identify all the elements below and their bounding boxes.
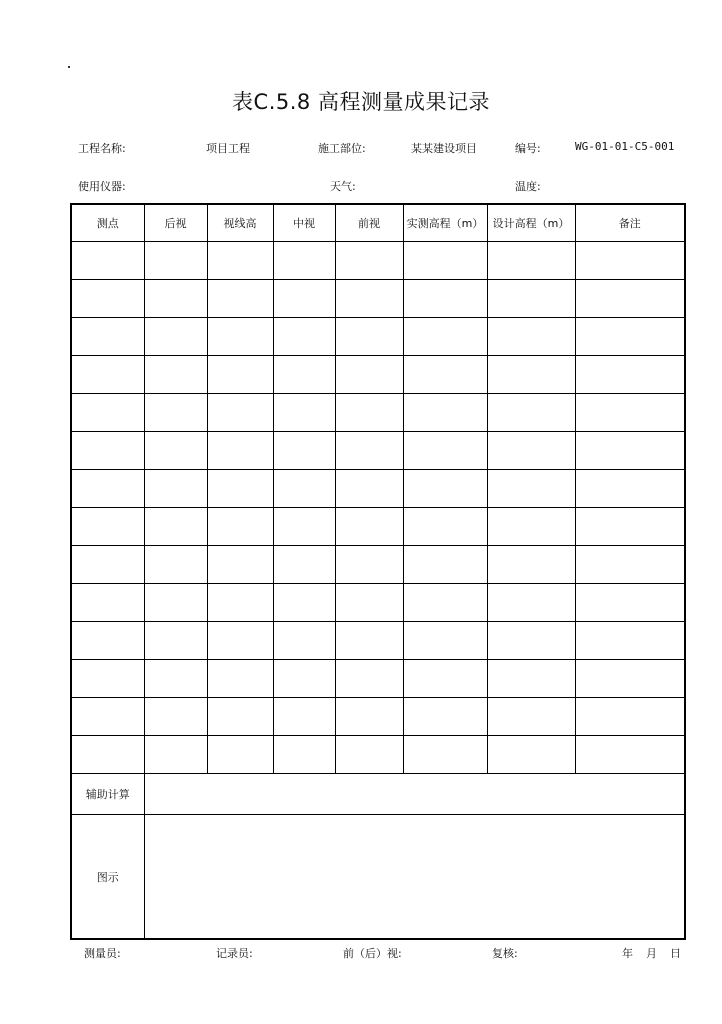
- header-cell: 视线高: [207, 204, 273, 242]
- year-label: 年: [622, 947, 633, 960]
- table-cell[interactable]: [207, 394, 273, 432]
- table-row: [71, 394, 685, 432]
- table-cell[interactable]: [335, 470, 403, 508]
- instrument-label: 使用仪器:: [78, 180, 126, 193]
- table-cell[interactable]: [403, 280, 487, 318]
- table-cell[interactable]: [144, 356, 207, 394]
- day-label: 日: [670, 947, 681, 960]
- table-cell[interactable]: [335, 736, 403, 774]
- table-cell[interactable]: [71, 356, 144, 394]
- survey-record-table: [70, 203, 686, 940]
- table-row: [71, 356, 685, 394]
- table-row: [71, 546, 685, 584]
- table-cell[interactable]: [144, 660, 207, 698]
- table-cell[interactable]: [487, 242, 575, 280]
- table-cell[interactable]: [487, 318, 575, 356]
- table-cell[interactable]: [487, 394, 575, 432]
- table-cell[interactable]: [71, 318, 144, 356]
- calc-field[interactable]: [144, 774, 685, 815]
- construction-part-value: 某某建设项目: [411, 142, 477, 155]
- table-cell[interactable]: [273, 508, 335, 546]
- table-cell[interactable]: [207, 508, 273, 546]
- table-cell[interactable]: [403, 584, 487, 622]
- table-cell[interactable]: [71, 508, 144, 546]
- table-cell[interactable]: [487, 546, 575, 584]
- diagram-label: 图示: [71, 815, 144, 940]
- calc-label: 辅助计算: [71, 774, 144, 815]
- table-row: [71, 584, 685, 622]
- table-cell[interactable]: [207, 470, 273, 508]
- diagram-row: [71, 815, 685, 940]
- table-cell[interactable]: [144, 394, 207, 432]
- table-cell[interactable]: [575, 356, 685, 394]
- table-row: [71, 280, 685, 318]
- table-cell[interactable]: [207, 622, 273, 660]
- table-cell[interactable]: [403, 432, 487, 470]
- table-cell[interactable]: [273, 736, 335, 774]
- calc-row: [71, 774, 685, 815]
- table-cell[interactable]: [71, 394, 144, 432]
- table-cell[interactable]: [575, 280, 685, 318]
- table-cell[interactable]: [487, 432, 575, 470]
- table-cell[interactable]: [403, 622, 487, 660]
- table-cell[interactable]: [335, 660, 403, 698]
- header-cell: 实测高程（m）: [403, 204, 487, 242]
- table-cell[interactable]: [71, 660, 144, 698]
- table-cell[interactable]: [487, 470, 575, 508]
- table-row: [71, 242, 685, 280]
- diagram-field[interactable]: [144, 815, 685, 940]
- page-title: 表C.5.8 高程测量成果记录: [232, 90, 490, 114]
- table-cell[interactable]: [273, 242, 335, 280]
- table-cell[interactable]: [487, 584, 575, 622]
- table-cell[interactable]: [71, 280, 144, 318]
- table-cell[interactable]: [335, 546, 403, 584]
- table-row: [71, 622, 685, 660]
- table-cell[interactable]: [144, 470, 207, 508]
- table-cell[interactable]: [71, 546, 144, 584]
- table-cell[interactable]: [335, 584, 403, 622]
- table-cell[interactable]: [207, 546, 273, 584]
- table-cell[interactable]: [335, 356, 403, 394]
- table-cell[interactable]: [71, 736, 144, 774]
- table-cell[interactable]: [273, 280, 335, 318]
- table-cell[interactable]: [575, 698, 685, 736]
- table-cell[interactable]: [403, 736, 487, 774]
- table-cell[interactable]: [207, 660, 273, 698]
- table-cell[interactable]: [335, 242, 403, 280]
- stray-dot: [68, 66, 70, 68]
- table-cell[interactable]: [273, 470, 335, 508]
- header-cell: 中视: [273, 204, 335, 242]
- table-cell[interactable]: [273, 318, 335, 356]
- table-cell[interactable]: [487, 280, 575, 318]
- header-cell: 测点: [71, 204, 144, 242]
- table-cell[interactable]: [144, 622, 207, 660]
- table-cell[interactable]: [575, 622, 685, 660]
- table-cell[interactable]: [575, 736, 685, 774]
- table-cell[interactable]: [335, 394, 403, 432]
- table-row: [71, 508, 685, 546]
- table-cell[interactable]: [403, 470, 487, 508]
- table-cell[interactable]: [273, 546, 335, 584]
- month-label: 月: [646, 947, 657, 960]
- table-cell[interactable]: [144, 698, 207, 736]
- number-label: 编号:: [515, 142, 541, 155]
- table-cell[interactable]: [403, 546, 487, 584]
- header-cell: 备注: [575, 204, 685, 242]
- recorder-label: 记录员:: [216, 947, 253, 960]
- table-row: [71, 660, 685, 698]
- table-cell[interactable]: [403, 318, 487, 356]
- surveyor-label: 测量员:: [84, 947, 121, 960]
- reviewer-label: 复核:: [492, 947, 518, 960]
- table-cell[interactable]: [575, 394, 685, 432]
- table-cell[interactable]: [71, 432, 144, 470]
- table-cell[interactable]: [403, 698, 487, 736]
- table-cell[interactable]: [273, 356, 335, 394]
- table-row: [71, 432, 685, 470]
- table-cell[interactable]: [144, 546, 207, 584]
- table-cell[interactable]: [144, 432, 207, 470]
- table-cell[interactable]: [71, 470, 144, 508]
- table-cell[interactable]: [575, 318, 685, 356]
- table-cell[interactable]: [273, 622, 335, 660]
- project-name-label: 工程名称:: [78, 142, 126, 155]
- table-cell[interactable]: [575, 508, 685, 546]
- table-cell[interactable]: [207, 280, 273, 318]
- header-cell: 后视: [144, 204, 207, 242]
- table-cell[interactable]: [71, 242, 144, 280]
- table-cell[interactable]: [144, 508, 207, 546]
- table-cell[interactable]: [575, 546, 685, 584]
- table-row: [71, 736, 685, 774]
- table-cell[interactable]: [207, 584, 273, 622]
- table-cell[interactable]: [144, 584, 207, 622]
- weather-label: 天气:: [330, 180, 356, 193]
- table-cell[interactable]: [487, 698, 575, 736]
- table-cell[interactable]: [487, 622, 575, 660]
- table-cell[interactable]: [335, 698, 403, 736]
- table-cell[interactable]: [403, 508, 487, 546]
- back-front-sight-label: 前（后）视:: [343, 947, 402, 960]
- table-cell[interactable]: [273, 394, 335, 432]
- table-cell[interactable]: [575, 584, 685, 622]
- table-cell[interactable]: [487, 356, 575, 394]
- temperature-label: 温度:: [515, 180, 541, 193]
- table-cell[interactable]: [207, 698, 273, 736]
- table-row: [71, 318, 685, 356]
- table-cell[interactable]: [575, 660, 685, 698]
- table-cell[interactable]: [575, 470, 685, 508]
- table-cell[interactable]: [207, 736, 273, 774]
- table-cell[interactable]: [144, 736, 207, 774]
- table-row: [71, 470, 685, 508]
- table-cell[interactable]: [575, 242, 685, 280]
- table-cell[interactable]: [273, 660, 335, 698]
- table-cell[interactable]: [207, 356, 273, 394]
- table-cell[interactable]: [335, 432, 403, 470]
- table-cell[interactable]: [575, 432, 685, 470]
- table-cell[interactable]: [487, 660, 575, 698]
- table-cell[interactable]: [71, 698, 144, 736]
- number-value: WG-01-01-C5-001: [575, 140, 675, 153]
- table-cell[interactable]: [403, 356, 487, 394]
- table-cell[interactable]: [207, 432, 273, 470]
- table-cell[interactable]: [144, 242, 207, 280]
- table-cell[interactable]: [403, 394, 487, 432]
- table-cell[interactable]: [403, 242, 487, 280]
- header-cell: 设计高程（m）: [487, 204, 575, 242]
- table-cell[interactable]: [207, 242, 273, 280]
- table-cell[interactable]: [335, 622, 403, 660]
- project-name-value: 项目工程: [206, 142, 250, 155]
- table-cell[interactable]: [144, 280, 207, 318]
- table-cell[interactable]: [144, 318, 207, 356]
- table-cell[interactable]: [335, 280, 403, 318]
- table-cell[interactable]: [71, 622, 144, 660]
- table-cell[interactable]: [207, 318, 273, 356]
- table-cell[interactable]: [487, 736, 575, 774]
- table-cell[interactable]: [273, 698, 335, 736]
- table-cell[interactable]: [273, 584, 335, 622]
- table-cell[interactable]: [403, 660, 487, 698]
- table-cell[interactable]: [335, 508, 403, 546]
- table-cell[interactable]: [71, 584, 144, 622]
- table-cell[interactable]: [273, 432, 335, 470]
- table-row: [71, 698, 685, 736]
- table-cell[interactable]: [487, 508, 575, 546]
- construction-part-label: 施工部位:: [318, 142, 366, 155]
- table-cell[interactable]: [335, 318, 403, 356]
- table-header-row: [71, 204, 685, 242]
- header-cell: 前视: [335, 204, 403, 242]
